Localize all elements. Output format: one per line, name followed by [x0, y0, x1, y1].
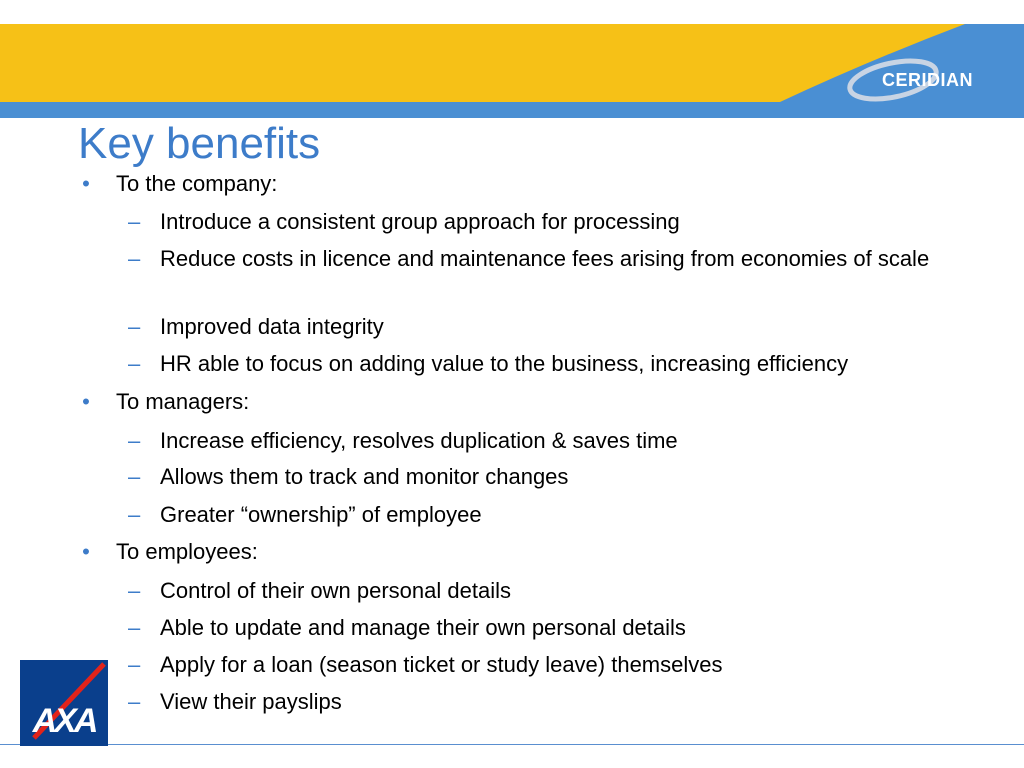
list-item-text: View their payslips — [160, 689, 342, 714]
list-item — [128, 499, 1000, 530]
bullet-marker: • — [82, 539, 90, 564]
list-item — [128, 311, 1000, 342]
list-item-text: Apply for a loan (season ticket or study leave) themselves — [160, 652, 723, 677]
ceridian-logo-text: CERIDIAN — [882, 70, 974, 90]
list-item — [128, 243, 1000, 274]
footer-divider — [0, 744, 1024, 745]
list-item — [128, 575, 1000, 606]
dash-marker: – — [128, 209, 141, 234]
dash-marker: – — [128, 689, 141, 714]
dash-marker: – — [128, 652, 141, 677]
list-item — [128, 461, 1000, 492]
banner-blue-strip — [0, 102, 1024, 118]
dash-marker: – — [128, 351, 141, 376]
list-item — [128, 686, 1000, 717]
dash-marker: – — [128, 502, 141, 527]
dash-marker: – — [128, 314, 141, 339]
dash-marker: – — [128, 464, 141, 489]
list-item-text: HR able to focus on adding value to the business, increasing efficiency — [160, 351, 849, 376]
bullet-marker: • — [82, 171, 90, 196]
section-heading — [82, 539, 258, 565]
list-item-text: Improved data integrity — [160, 314, 384, 339]
list-item — [128, 206, 1000, 237]
list-item-text: Reduce costs in licence and maintenance fees arising from economies of scale — [160, 246, 930, 271]
header-banner — [0, 0, 1024, 120]
list-item-text: Increase efficiency, resolves duplication & saves time — [160, 428, 678, 453]
dash-marker: – — [128, 615, 141, 640]
dash-marker: – — [128, 428, 141, 453]
list-item-text: Control of their own personal details — [160, 578, 511, 603]
list-item — [128, 612, 1000, 643]
bullet-marker: • — [82, 389, 90, 414]
page-title: Key benefits — [78, 119, 321, 168]
section-label: To the company: — [116, 171, 278, 196]
section-label: To managers: — [116, 389, 250, 414]
list-item-text: Allows them to track and monitor changes — [160, 464, 569, 489]
list-item — [128, 348, 1000, 379]
list-item — [128, 649, 1000, 680]
section-label: To employees: — [116, 539, 258, 564]
list-item-text: Greater “ownership” of employee — [160, 502, 482, 527]
list-item — [128, 425, 1000, 456]
dash-marker: – — [128, 578, 141, 603]
axa-logo — [20, 660, 108, 746]
section-heading — [82, 389, 250, 415]
axa-logo-text: AXA — [32, 702, 96, 740]
section-heading — [82, 171, 278, 197]
list-item-text: Introduce a consistent group approach for processing — [160, 209, 680, 234]
list-item-text: Able to update and manage their own personal details — [160, 615, 686, 640]
dash-marker: – — [128, 246, 141, 271]
